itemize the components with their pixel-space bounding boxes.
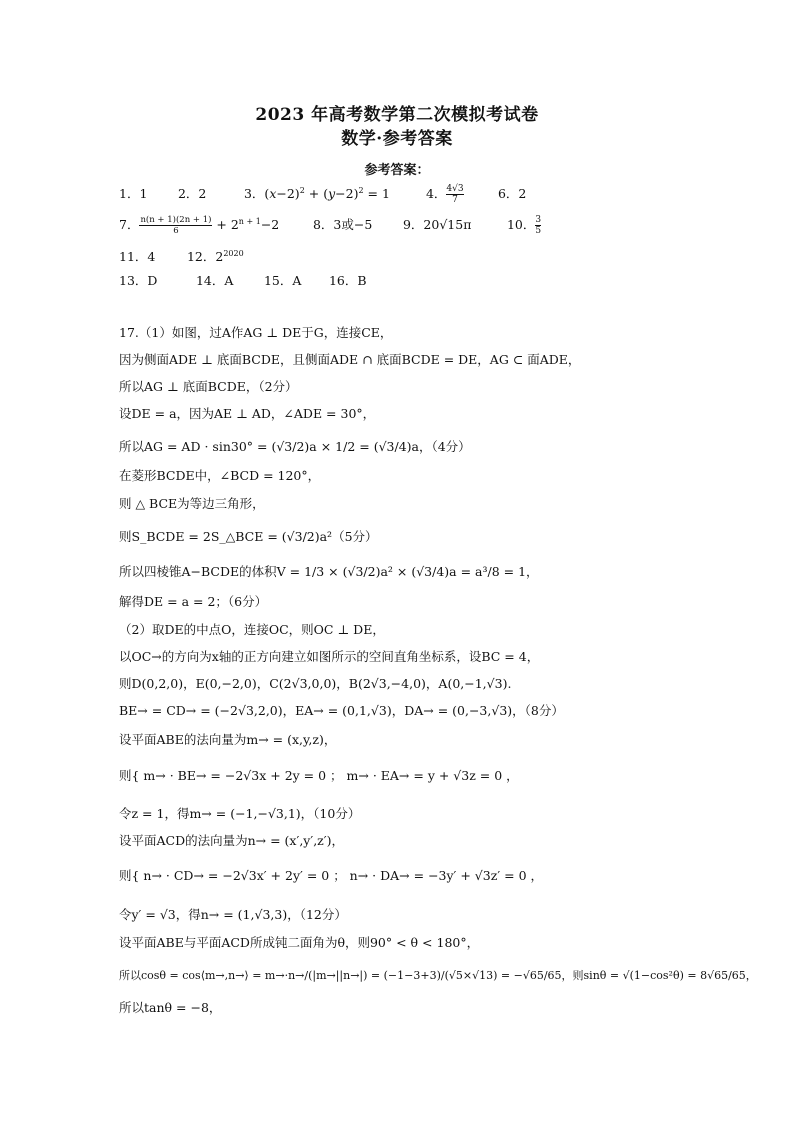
solution-line-3: 所以AG ⊥ 底面BCDE，（2分）	[119, 379, 298, 394]
answer-row-4	[119, 271, 367, 291]
solution-line-13: 则D(0,2,0)，E(0,−2,0)，C(2√3,0,0)，B(2√3,−4,0)，A(0,−1,√3).	[119, 676, 512, 691]
solution-line-16: 则{ m→ · BE→ = −2√3x + 2y = 0 ； m→ · EA→ = y + √3z = 0 ，	[119, 768, 519, 783]
solution-line-11: （2）取DE的中点O，连接OC，则OC ⊥ DE，	[119, 622, 385, 637]
answer-9: 9．20√15π	[402, 217, 472, 233]
answer-10: 10． $\frac{3}{5}$	[506, 215, 542, 237]
answer-14: 14．A	[195, 273, 234, 288]
answer-row-3	[119, 244, 244, 267]
solution-line-5: 所以AG = AD · sin30° = (√3/2)a × 1/2 = (√3/4)a，（4分）	[119, 439, 471, 454]
answer-1: 1．1	[119, 186, 148, 202]
solution-line-6: 在菱形BCDE中，∠BCD = 120°，	[119, 468, 321, 483]
solution-line-9: 所以四棱锥A−BCDE的体积V = 1/3 × (√3/2)a² × (√3/4)a = a³/8 = 1，	[119, 564, 539, 579]
exam-subtitle: 数学·参考答案	[341, 129, 453, 149]
answer-row-2	[119, 212, 541, 236]
answer-7: 7． $\frac{n(n + 1)(2n + 1)}{6}$ + $2^{n + 1}-2$	[119, 215, 280, 237]
answer-row-1	[119, 181, 526, 205]
answer-8: 8．3或−5	[312, 217, 373, 233]
solution-line-4: 设DE = a，因为AE ⊥ AD，∠ADE = 30°，	[119, 406, 376, 421]
answer-11: 11．4	[119, 249, 156, 265]
solution-line-2: 因为侧面ADE ⊥ 底面BCDE，且侧面ADE ∩ 底面BCDE = DE，AG ⊂ 面ADE，	[119, 352, 581, 367]
answer-6: 6．2	[497, 186, 527, 202]
solution-line-20: 令y′ = √3，得n→ = (1,√3,3)，（12分）	[119, 907, 347, 922]
answer-13: 13．D	[119, 273, 158, 288]
answer-4: 4． $\frac{4√3}{7}$	[425, 184, 464, 206]
answers-heading: 参考答案：	[364, 163, 430, 178]
solution-line-22: 所以cosθ = cos⟨m→,n→⟩ = m→·n→/(|m→||n→|) = (−1−3+3)/(√5×√13) = −√65/65，则sinθ = √(1−cos²θ) = 8√65/65，	[119, 969, 757, 982]
answer-12: 12．$2^{2020}$	[186, 249, 244, 265]
answer-15: 15．A	[263, 273, 302, 288]
exam-title: 2023 年高考数学第二次模拟考试卷	[255, 105, 539, 125]
solution-line-18: 设平面ACD的法向量为n→ = (x′,y′,z′)，	[119, 833, 344, 848]
solution-line-14: BE→ = CD→ = (−2√3,2,0)，EA→ = (0,1,√3)，DA→ = (0,−3,√3)，（8分）	[119, 703, 564, 718]
solution-line-10: 解得DE = a = 2；（6分）	[119, 594, 268, 609]
solution-line-7: 则 △ BCE为等边三角形，	[119, 496, 265, 511]
answer-2: 2．2	[177, 186, 207, 202]
solution-line-15: 设平面ABE的法向量为m→ = (x,y,z)，	[119, 732, 337, 747]
answer-16: 16．B	[328, 273, 367, 288]
solution-line-12: 以OC→的方向为x轴的正方向建立如图所示的空间直角坐标系，设BC = 4，	[119, 649, 540, 664]
solution-line-17: 令z = 1，得m→ = (−1,−√3,1)，（10分）	[119, 806, 361, 821]
solution-line-23: 所以tanθ = −8，	[119, 1000, 222, 1015]
solution-line-21: 设平面ABE与平面ACD所成钝二面角为θ，则90° < θ < 180°，	[119, 935, 480, 950]
solution-line-19: 则{ n→ · CD→ = −2√3x′ + 2y′ = 0 ； n→ · DA→ = −3y′ + √3z′ = 0 ，	[119, 868, 543, 883]
solution-line-8: 则S_BCDE = 2S_△BCE = (√3/2)a²（5分）	[119, 529, 378, 544]
solution-line-1: 17.（1）如图，过A作AG ⊥ DE于G，连接CE，	[119, 325, 393, 340]
answer-3: 3．$(x-2)^2 + (y-2)^2 = 1$	[243, 186, 390, 202]
